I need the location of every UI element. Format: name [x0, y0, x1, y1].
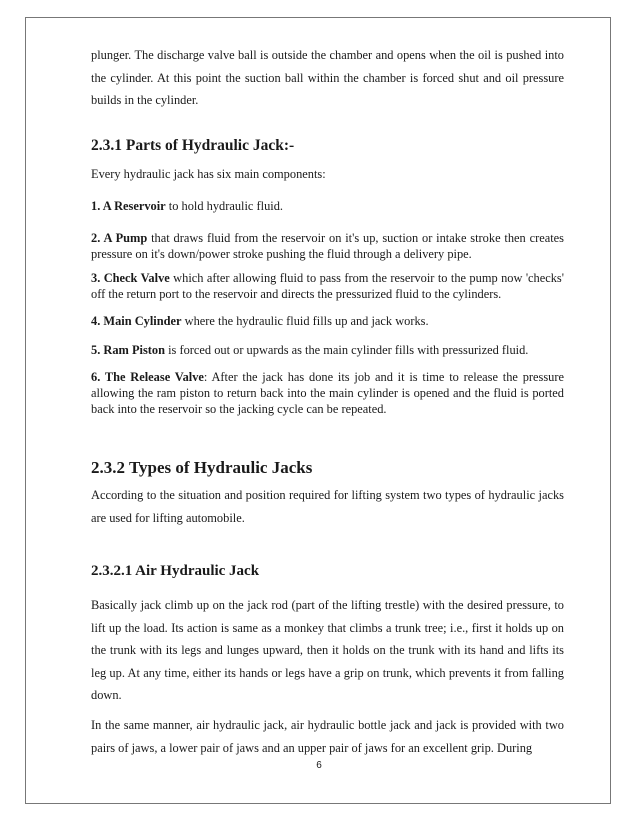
item-term: 1. A Reservoir [91, 199, 166, 213]
item-text: that draws fluid from the reservoir on it's up, suction or intake stroke then creates pressure on it's down/power stroke pushing the fluid through a delivery pipe. [91, 231, 564, 261]
list-item [91, 230, 564, 262]
parts-lead: Every hydraulic jack has six main components: [91, 167, 326, 181]
item-text: which after allowing fluid to pass from the reservoir to the pump now 'checks' off the return port to the reservoir and directs the pressurized fluid to the cylinders. [91, 271, 564, 301]
item-text: is forced out or upwards as the main cylinder fills with pressurized fluid. [165, 343, 529, 357]
types-paragraph: According to the situation and position required for lifting system two types of hydraulic jacks are used for lifting automobile. [91, 488, 564, 525]
intro-paragraph: plunger. The discharge valve ball is outside the chamber and opens when the oil is pushed into the cylinder. At this point the suction ball within the chamber is forced shut and oil pressure builds in the cylinder. [91, 48, 564, 107]
item-term: 5. Ram Piston [91, 343, 165, 357]
item-term: 2. A Pump [91, 231, 148, 245]
list-item [91, 198, 564, 214]
list-item [91, 369, 564, 417]
list-item [91, 342, 564, 358]
page-number: 6 [316, 760, 322, 771]
types-heading: 2.3.2 Types of Hydraulic Jacks [91, 458, 313, 477]
item-term: 3. Check Valve [91, 271, 170, 285]
air-jack-paragraph-1: Basically jack climb up on the jack rod (part of the lifting trestle) with the desired pressure, to lift up the load. Its action is same as a monkey that climbs a trunk tree; i.e., first it holds up on the trunk with its legs and lunges upward, then it holds on the trunk with its hand and lifts its leg up. At any time, either its hands or legs have a grip on trunk, which prevents it from falling down. [91, 598, 564, 702]
item-term: 6. The Release Valve [91, 370, 204, 384]
item-text: to hold hydraulic fluid. [165, 199, 284, 213]
air-jack-paragraph-2: In the same manner, air hydraulic jack, air hydraulic bottle jack and jack is provided with two pairs of jaws, a lower pair of jaws and an upper pair of jaws for an excellent grip. During [91, 718, 564, 755]
item-text: where the hydraulic fluid fills up and jack works. [181, 314, 429, 328]
list-item [91, 313, 564, 329]
air-jack-heading: 2.3.2.1 Air Hydraulic Jack [91, 563, 260, 579]
item-term: 4. Main Cylinder [91, 314, 182, 328]
parts-heading: 2.3.1 Parts of Hydraulic Jack:- [91, 137, 295, 154]
list-item [91, 270, 564, 302]
item-text: : After the jack has done its job and it is time to release the pressure allowing the ram piston to return back into the main cylinder is opened and the fluid is ported back into the reservoir so the jacking cycle can be repeated. [91, 370, 565, 416]
